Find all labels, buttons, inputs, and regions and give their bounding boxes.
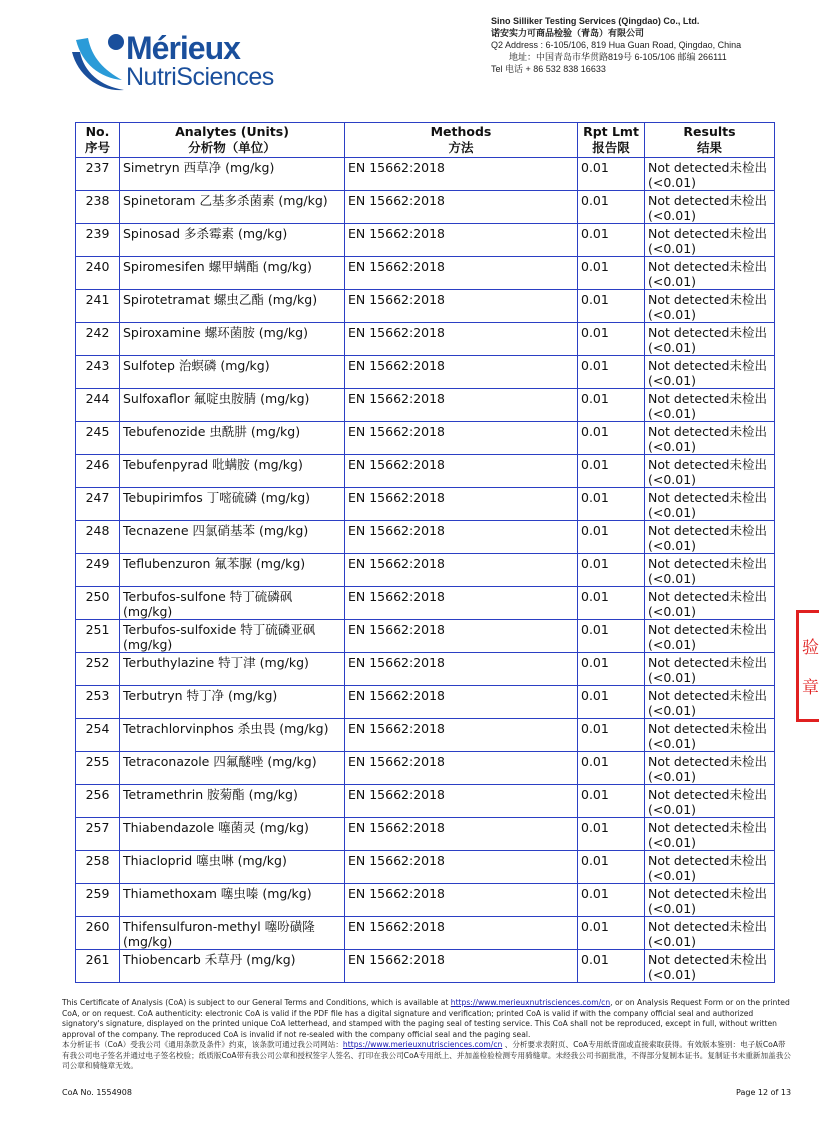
cell-method: EN 15662:2018	[345, 785, 578, 818]
cell-no: 246	[76, 455, 120, 488]
cell-rpt-lmt: 0.01	[578, 290, 645, 323]
cell-result: Not detected未检出(<0.01)	[645, 257, 775, 290]
cell-no: 257	[76, 818, 120, 851]
cell-rpt-lmt: 0.01	[578, 257, 645, 290]
cell-method: EN 15662:2018	[345, 554, 578, 587]
cell-result: Not detected未检出(<0.01)	[645, 389, 775, 422]
footer-link-cn[interactable]: https://www.merieuxnutrisciences.com/cn	[342, 1040, 503, 1049]
cell-rpt-lmt: 0.01	[578, 191, 645, 224]
cell-analyte: Spinetoram 乙基多杀菌素 (mg/kg)	[120, 191, 345, 224]
table-row	[76, 290, 775, 323]
cell-result: Not detected未检出(<0.01)	[645, 224, 775, 257]
cell-method: EN 15662:2018	[345, 290, 578, 323]
results-table	[75, 122, 775, 983]
table-row	[76, 224, 775, 257]
cell-analyte: Spinosad 多杀霉素 (mg/kg)	[120, 224, 345, 257]
cell-analyte: Tebupirimfos 丁嘧硫磷 (mg/kg)	[120, 488, 345, 521]
cell-result: Not detected未检出(<0.01)	[645, 818, 775, 851]
cell-result: Not detected未检出(<0.01)	[645, 686, 775, 719]
table-row	[76, 620, 775, 653]
cell-no: 252	[76, 653, 120, 686]
table-row	[76, 356, 775, 389]
page-number: Page 12 of 13	[736, 1088, 792, 1097]
company-address-cn: 地址：中国青岛市华贯路819号 6-105/106 邮编 266111	[509, 52, 727, 62]
cell-method: EN 15662:2018	[345, 752, 578, 785]
cell-no: 245	[76, 422, 120, 455]
cell-method: EN 15662:2018	[345, 686, 578, 719]
cell-no: 253	[76, 686, 120, 719]
table-row	[76, 818, 775, 851]
paging-seal-stamp	[796, 610, 819, 722]
cell-rpt-lmt: 0.01	[578, 620, 645, 653]
cell-result: Not detected未检出(<0.01)	[645, 290, 775, 323]
cell-result: Not detected未检出(<0.01)	[645, 455, 775, 488]
cell-result: Not detected未检出(<0.01)	[645, 950, 775, 983]
cell-no: 261	[76, 950, 120, 983]
table-row	[76, 422, 775, 455]
stamp-char-2: 章	[802, 678, 819, 698]
cell-result: Not detected未检出(<0.01)	[645, 917, 775, 950]
logo-text-merieux: Mérieux	[126, 30, 240, 66]
table-body	[76, 158, 775, 983]
cell-rpt-lmt: 0.01	[578, 818, 645, 851]
cell-analyte: Spiromesifen 螺甲螨酯 (mg/kg)	[120, 257, 345, 290]
cell-analyte: Terbutryn 特丁净 (mg/kg)	[120, 686, 345, 719]
cell-result: Not detected未检出(<0.01)	[645, 851, 775, 884]
cell-analyte: Tebufenpyrad 吡螨胺 (mg/kg)	[120, 455, 345, 488]
company-info	[491, 15, 741, 75]
cell-analyte: Teflubenzuron 氟苯脲 (mg/kg)	[120, 554, 345, 587]
cell-result: Not detected未检出(<0.01)	[645, 785, 775, 818]
table-row	[76, 158, 775, 191]
cell-method: EN 15662:2018	[345, 521, 578, 554]
cell-analyte: Terbufos-sulfoxide 特丁硫磷亚砜 (mg/kg)	[120, 620, 345, 653]
cell-no: 239	[76, 224, 120, 257]
cell-result: Not detected未检出(<0.01)	[645, 653, 775, 686]
table-row	[76, 719, 775, 752]
cell-rpt-lmt: 0.01	[578, 653, 645, 686]
header-results: Results 结果	[645, 123, 775, 158]
cell-analyte: Spirotetramat 螺虫乙酯 (mg/kg)	[120, 290, 345, 323]
table-row	[76, 323, 775, 356]
cell-no: 244	[76, 389, 120, 422]
cell-rpt-lmt: 0.01	[578, 851, 645, 884]
cell-result: Not detected未检出(<0.01)	[645, 191, 775, 224]
cell-method: EN 15662:2018	[345, 851, 578, 884]
cell-method: EN 15662:2018	[345, 620, 578, 653]
cell-result: Not detected未检出(<0.01)	[645, 719, 775, 752]
cell-result: Not detected未检出(<0.01)	[645, 323, 775, 356]
cell-method: EN 15662:2018	[345, 389, 578, 422]
cell-rpt-lmt: 0.01	[578, 356, 645, 389]
cell-result: Not detected未检出(<0.01)	[645, 554, 775, 587]
cell-no: 250	[76, 587, 120, 620]
cell-analyte: Tebufenozide 虫酰肼 (mg/kg)	[120, 422, 345, 455]
cell-method: EN 15662:2018	[345, 653, 578, 686]
cell-analyte: Tecnazene 四氯硝基苯 (mg/kg)	[120, 521, 345, 554]
coa-number: CoA No. 1554908	[62, 1088, 132, 1097]
table-row	[76, 191, 775, 224]
cell-rpt-lmt: 0.01	[578, 587, 645, 620]
cell-analyte: Thifensulfuron-methyl 噻吩磺隆 (mg/kg)	[120, 917, 345, 950]
table-row	[76, 785, 775, 818]
logo-mark-icon	[70, 30, 126, 96]
table-row	[76, 950, 775, 983]
cell-result: Not detected未检出(<0.01)	[645, 620, 775, 653]
table-header-row	[76, 123, 775, 158]
cell-rpt-lmt: 0.01	[578, 884, 645, 917]
table-row	[76, 554, 775, 587]
cell-analyte: Sulfoxaflor 氟啶虫胺腈 (mg/kg)	[120, 389, 345, 422]
cell-result: Not detected未检出(<0.01)	[645, 884, 775, 917]
cell-analyte: Terbuthylazine 特丁津 (mg/kg)	[120, 653, 345, 686]
cell-method: EN 15662:2018	[345, 356, 578, 389]
company-address-en: Q2 Address : 6-105/106, 819 Hua Guan Road, Qingdao, China	[491, 40, 742, 50]
table-row	[76, 884, 775, 917]
cell-rpt-lmt: 0.01	[578, 950, 645, 983]
cell-analyte: Tetrachlorvinphos 杀虫畏 (mg/kg)	[120, 719, 345, 752]
header-methods: Methods 方法	[345, 123, 578, 158]
table-row	[76, 653, 775, 686]
cell-method: EN 15662:2018	[345, 158, 578, 191]
cell-rpt-lmt: 0.01	[578, 686, 645, 719]
table-row	[76, 488, 775, 521]
cell-rpt-lmt: 0.01	[578, 158, 645, 191]
cell-rpt-lmt: 0.01	[578, 521, 645, 554]
cell-rpt-lmt: 0.01	[578, 224, 645, 257]
company-name-cn: 诺安实力可商品检验（青岛）有限公司	[491, 28, 645, 38]
cell-rpt-lmt: 0.01	[578, 917, 645, 950]
cell-result: Not detected未检出(<0.01)	[645, 422, 775, 455]
cell-result: Not detected未检出(<0.01)	[645, 488, 775, 521]
cell-method: EN 15662:2018	[345, 257, 578, 290]
header-analytes: Analytes (Units) 分析物（单位）	[120, 123, 345, 158]
table-row	[76, 851, 775, 884]
cell-method: EN 15662:2018	[345, 818, 578, 851]
cell-result: Not detected未检出(<0.01)	[645, 356, 775, 389]
cell-rpt-lmt: 0.01	[578, 488, 645, 521]
footer-chinese: 本分析证书（CoA）受我公司《通用条款及条件》约束，该条款可通过我公司网站：https://www.merieuxnutrisciences.com/cn 、分析要求表附页、CoA专用纸背面或直接索取获得。有效版本鉴别：电子版CoA带有我公司电子签名并通过电子签名校验；纸质版CoA带有我公司公章和授权签字人签名、打印在我公司CoA专用纸上、并加盖检验检测专用骑缝章。未经我公司书面批准，不得部分复制本证书。复制证书未重新加盖我公司公章和骑缝章无效。	[62, 1040, 791, 1070]
cell-no: 258	[76, 851, 120, 884]
cell-no: 251	[76, 620, 120, 653]
cell-method: EN 15662:2018	[345, 950, 578, 983]
cell-analyte: Spiroxamine 螺环菌胺 (mg/kg)	[120, 323, 345, 356]
cell-no: 256	[76, 785, 120, 818]
table-row	[76, 257, 775, 290]
table-row	[76, 587, 775, 620]
cell-no: 260	[76, 917, 120, 950]
cell-rpt-lmt: 0.01	[578, 455, 645, 488]
cell-analyte: Terbufos-sulfone 特丁硫磷砜 (mg/kg)	[120, 587, 345, 620]
cell-method: EN 15662:2018	[345, 224, 578, 257]
table-row	[76, 686, 775, 719]
logo-text-nutrisciences: NutriSciences	[126, 63, 274, 91]
header-rpt-lmt: Rpt Lmt 报告限	[578, 123, 645, 158]
cell-method: EN 15662:2018	[345, 422, 578, 455]
cell-method: EN 15662:2018	[345, 587, 578, 620]
cell-rpt-lmt: 0.01	[578, 554, 645, 587]
cell-no: 247	[76, 488, 120, 521]
header-no: No. 序号	[76, 123, 120, 158]
cell-analyte: Thiabendazole 噻菌灵 (mg/kg)	[120, 818, 345, 851]
cell-analyte: Thiobencarb 禾草丹 (mg/kg)	[120, 950, 345, 983]
cell-method: EN 15662:2018	[345, 323, 578, 356]
cell-no: 241	[76, 290, 120, 323]
cell-rpt-lmt: 0.01	[578, 389, 645, 422]
cell-no: 255	[76, 752, 120, 785]
merieux-logo	[70, 30, 280, 100]
cell-no: 237	[76, 158, 120, 191]
cell-analyte: Simetryn 西草净 (mg/kg)	[120, 158, 345, 191]
cell-rpt-lmt: 0.01	[578, 785, 645, 818]
cell-no: 248	[76, 521, 120, 554]
cell-rpt-lmt: 0.01	[578, 752, 645, 785]
stamp-char-1: 验	[802, 638, 819, 658]
cell-no: 259	[76, 884, 120, 917]
table-row	[76, 917, 775, 950]
footer-disclaimer	[62, 998, 792, 1072]
cell-method: EN 15662:2018	[345, 455, 578, 488]
cell-no: 254	[76, 719, 120, 752]
cell-method: EN 15662:2018	[345, 488, 578, 521]
cell-result: Not detected未检出(<0.01)	[645, 752, 775, 785]
cell-analyte: Tetramethrin 胺菊酯 (mg/kg)	[120, 785, 345, 818]
cell-method: EN 15662:2018	[345, 917, 578, 950]
footer-english: This Certificate of Analysis (CoA) is subject to our General Terms and Conditions, which is available at https://www.merieuxnutrisciences.com/cn, or on Analysis Request Form or on the printed CoA, or on request. CoA authenticity: electronic CoA is valid if the PDF file has a digital signature and verification; printed CoA is valid if with the company official seal and authorized signatory's signature, displayed on the printed unique CoA letterhead, and stamped with the paging seal of testing service. This CoA shall not be reproduced, except in full, without written approval of the company. The reproduced CoA is invalid if not re-sealed with the company official seal and the paging seal.	[62, 998, 790, 1039]
cell-analyte: Tetraconazole 四氟醚唑 (mg/kg)	[120, 752, 345, 785]
company-name-en: Sino Silliker Testing Services (Qingdao) Co., Ltd.	[491, 16, 700, 26]
cell-no: 238	[76, 191, 120, 224]
table-row	[76, 455, 775, 488]
cell-result: Not detected未检出(<0.01)	[645, 158, 775, 191]
cell-no: 249	[76, 554, 120, 587]
cell-no: 240	[76, 257, 120, 290]
cell-analyte: Thiamethoxam 噻虫嗪 (mg/kg)	[120, 884, 345, 917]
table-row	[76, 752, 775, 785]
footer-link[interactable]: https://www.merieuxnutrisciences.com/cn	[450, 998, 611, 1007]
cell-analyte: Sulfotep 治螟磷 (mg/kg)	[120, 356, 345, 389]
cell-result: Not detected未检出(<0.01)	[645, 587, 775, 620]
cell-rpt-lmt: 0.01	[578, 323, 645, 356]
company-tel: Tel 电话 + 86 532 838 16633	[491, 64, 606, 74]
table-row	[76, 389, 775, 422]
cell-no: 243	[76, 356, 120, 389]
table-row	[76, 521, 775, 554]
cell-rpt-lmt: 0.01	[578, 422, 645, 455]
cell-method: EN 15662:2018	[345, 191, 578, 224]
cell-analyte: Thiacloprid 噻虫啉 (mg/kg)	[120, 851, 345, 884]
cell-no: 242	[76, 323, 120, 356]
cell-result: Not detected未检出(<0.01)	[645, 521, 775, 554]
cell-method: EN 15662:2018	[345, 719, 578, 752]
cell-rpt-lmt: 0.01	[578, 719, 645, 752]
cell-method: EN 15662:2018	[345, 884, 578, 917]
